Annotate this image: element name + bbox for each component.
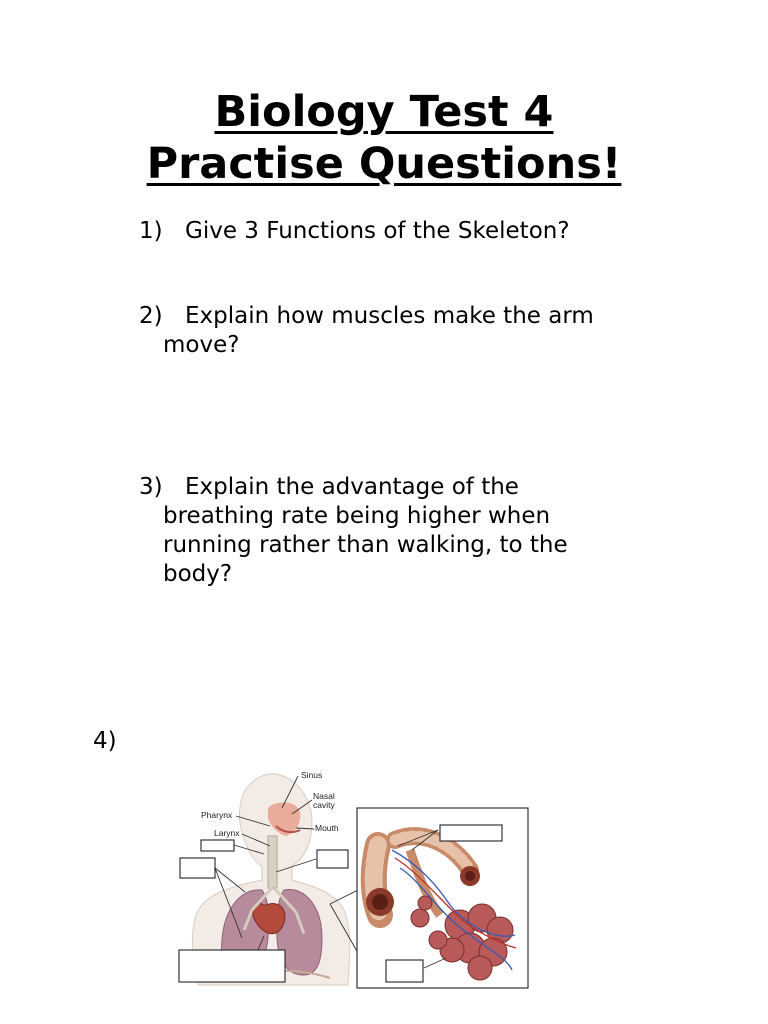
- label-mouth: Mouth: [315, 823, 339, 833]
- question-text-line: move?: [163, 332, 240, 358]
- label-pharynx: Pharynx: [201, 810, 233, 820]
- answer-box[interactable]: [317, 850, 348, 868]
- label-sinus: Sinus: [301, 770, 323, 780]
- question-text-line: Explain how muscles make the arm: [185, 303, 594, 329]
- label-cavity: cavity: [313, 800, 335, 810]
- answer-box[interactable]: [179, 950, 285, 982]
- question-number: 2): [139, 303, 163, 329]
- question-text-line: breathing rate being higher when: [163, 503, 551, 529]
- question-text-line: running rather than walking, to the: [163, 532, 568, 558]
- question-text-line: Give 3 Functions of the Skeleton?: [185, 218, 570, 244]
- label-nasal: Nasal: [313, 791, 335, 801]
- answer-box[interactable]: [386, 960, 423, 982]
- question-number: 3): [139, 474, 163, 500]
- question-text-line: body?: [163, 561, 233, 587]
- title-line-1: Biology Test 4: [214, 87, 554, 137]
- answer-box[interactable]: [180, 858, 215, 878]
- answer-box[interactable]: [201, 840, 234, 851]
- label-larynx: Larynx: [214, 828, 240, 838]
- answer-box[interactable]: [440, 825, 502, 841]
- title-line-2: Practise Questions!: [146, 139, 622, 189]
- question-text-line: Explain the advantage of the: [185, 474, 519, 500]
- question-4-number: 4): [93, 728, 117, 754]
- question-number: 1): [139, 218, 163, 244]
